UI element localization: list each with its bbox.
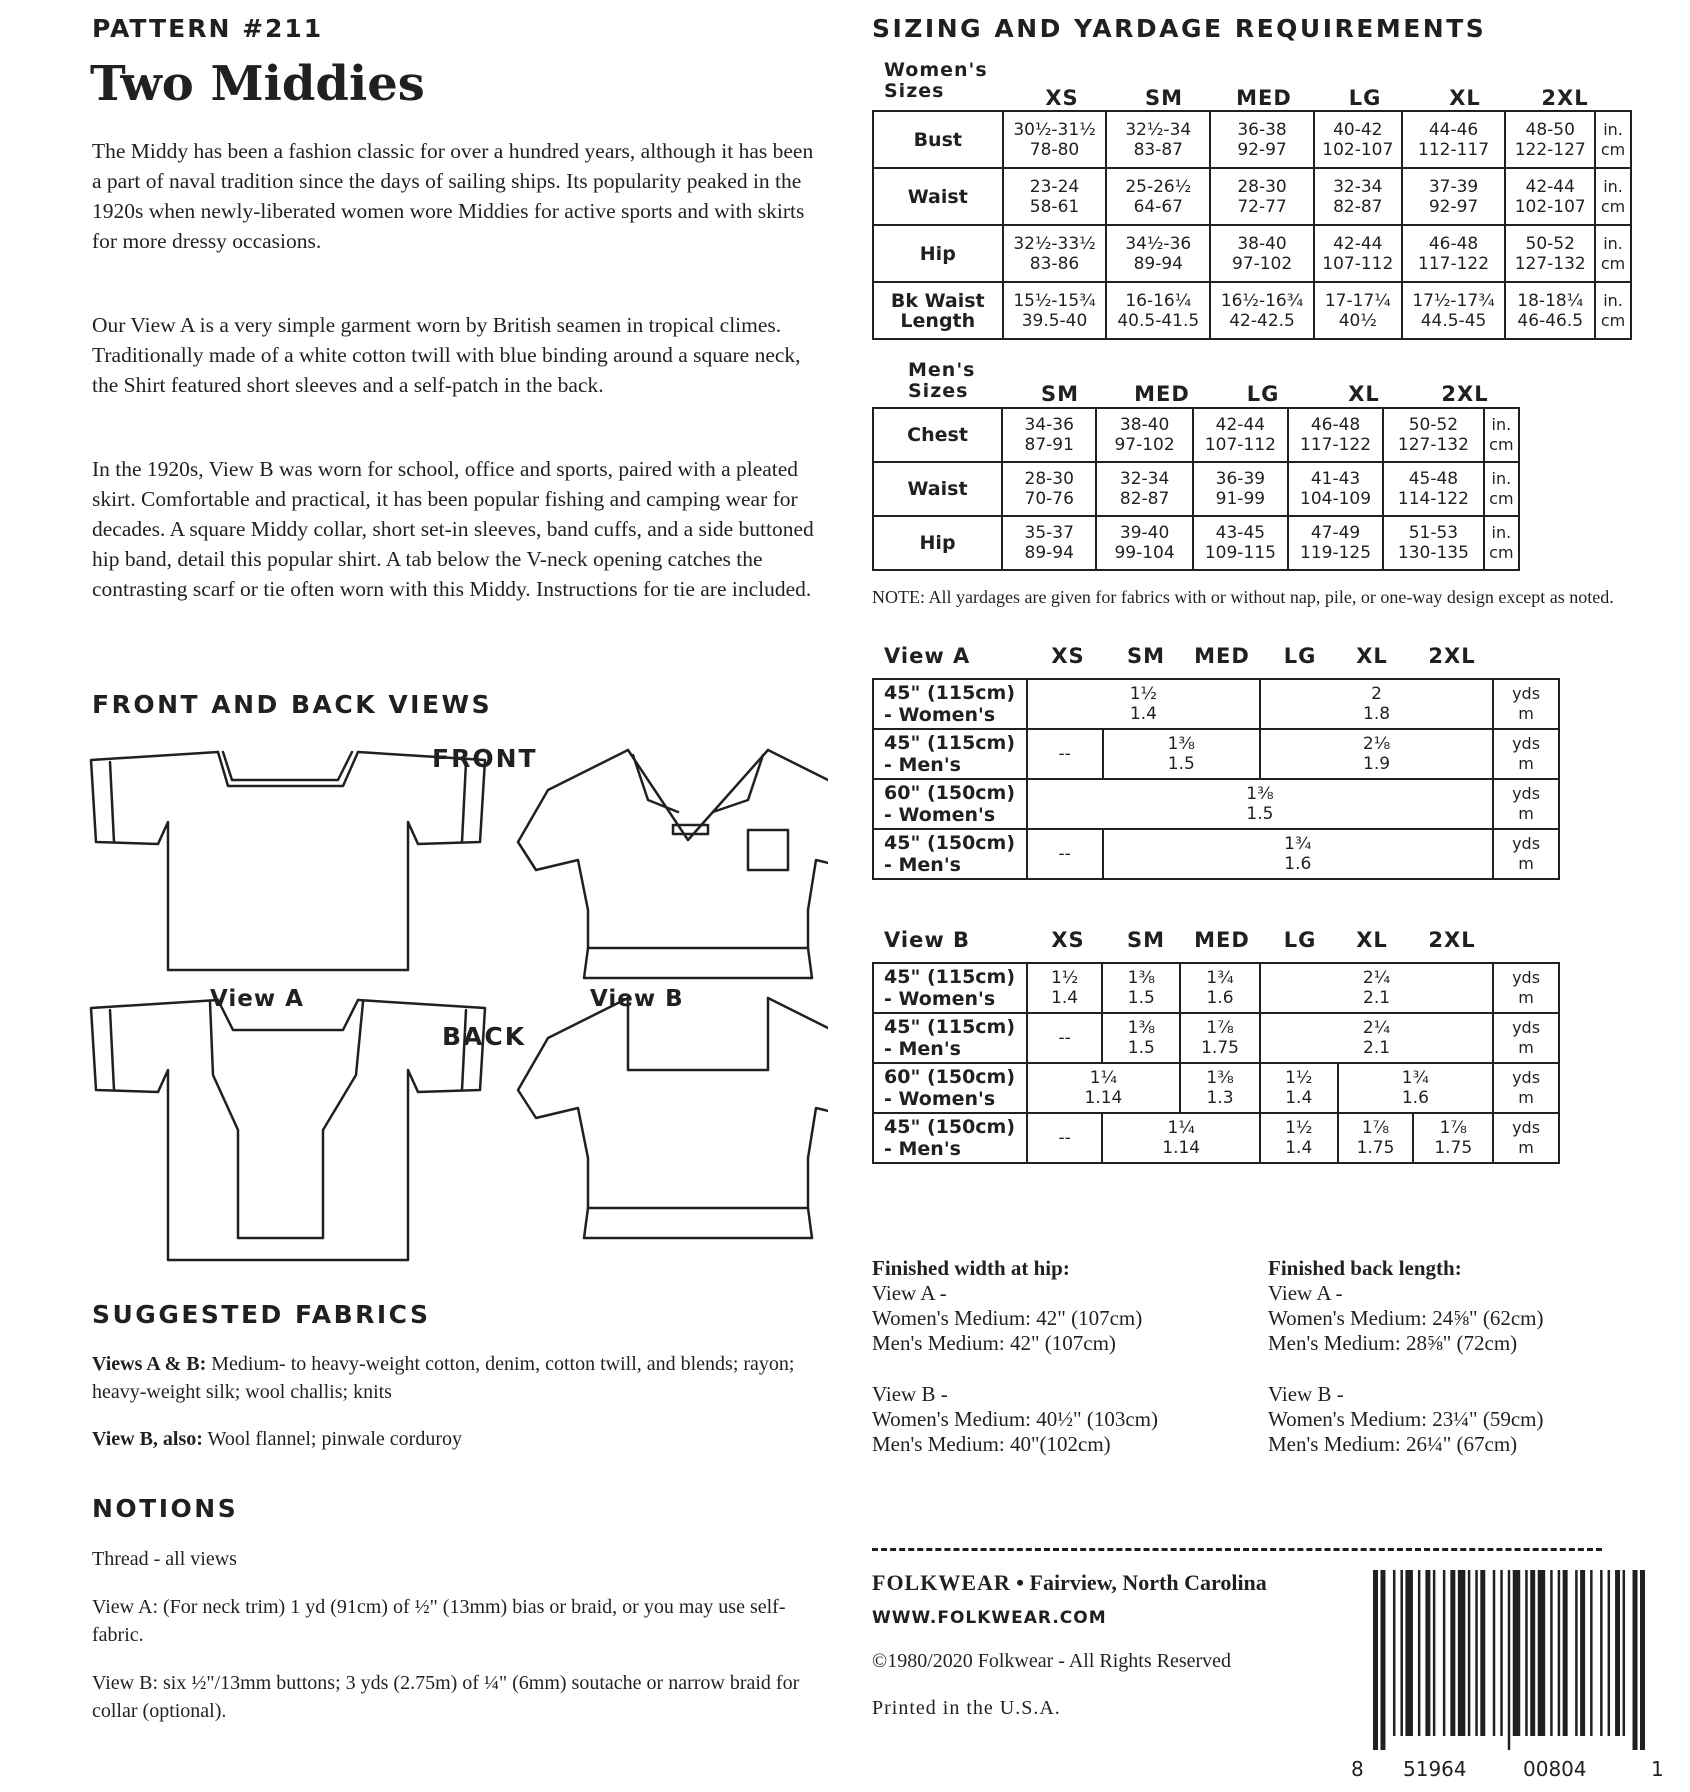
barcode-bar <box>1443 1570 1445 1736</box>
garment-illustrations <box>88 730 828 1290</box>
finished-line: View B - <box>1268 1382 1344 1406</box>
table-cell: 32-34 82-87 <box>1096 462 1192 516</box>
table-cell: 1⅜ 1.5 <box>1102 1013 1180 1063</box>
barcode-bar <box>1508 1570 1510 1750</box>
size-header: SM <box>1040 382 1080 406</box>
barcode-bar <box>1458 1570 1465 1736</box>
barcode-digit: 1 <box>1651 1757 1664 1781</box>
unit-cell: yds m <box>1493 1113 1559 1163</box>
table-row <box>873 1013 1559 1063</box>
cut-line <box>872 1548 1602 1551</box>
table-cell: 1⅞ 1.75 <box>1180 1013 1260 1063</box>
row-header: 45" (115cm) - Men's <box>873 729 1027 779</box>
size-header: 2XL <box>1441 382 1489 406</box>
table-cell: 1⅜ 1.3 <box>1180 1063 1260 1113</box>
size-header: XL <box>1348 382 1380 406</box>
table-row <box>873 963 1559 1013</box>
size-header: XS <box>1051 644 1085 668</box>
table-cell: 40-42 102-107 <box>1314 111 1402 168</box>
row-header: Bk Waist Length <box>873 282 1003 339</box>
mens-size-table <box>872 407 1520 571</box>
table-cell: 45-48 114-122 <box>1383 462 1484 516</box>
table-cell: 1¾ 1.6 <box>1103 829 1494 879</box>
size-header: XS <box>1051 928 1085 952</box>
row-header: 60" (150cm) - Women's <box>873 779 1027 829</box>
barcode-bar <box>1563 1570 1568 1736</box>
table-cell: 23-24 58-61 <box>1003 168 1107 225</box>
finished-line: Men's Medium: 26¼" (67cm) <box>1268 1432 1518 1456</box>
view-b-back-drawing <box>518 998 828 1238</box>
table-cell: -- <box>1027 1013 1103 1063</box>
barcode-bar <box>1558 1570 1560 1736</box>
size-header: SM <box>1126 928 1166 952</box>
view-a-label: View A <box>884 644 971 668</box>
row-header: Chest <box>873 408 1002 462</box>
table-cell: -- <box>1027 729 1103 779</box>
row-header: Bust <box>873 111 1003 168</box>
view-b-label: View B <box>590 986 684 1012</box>
table-cell: 51-53 130-135 <box>1383 516 1484 570</box>
barcode-bar <box>1425 1570 1430 1736</box>
finished-line: Women's Medium: 23¼" (59cm) <box>1268 1407 1544 1431</box>
size-header: 2XL <box>1428 644 1476 668</box>
barcode-bar <box>1400 1570 1402 1736</box>
notions-heading: NOTIONS <box>92 1494 239 1523</box>
intro-paragraph-1: The Middy has been a fashion classic for over a hundred years, although it has been a part of naval tradition since the days of sailing ships. Its popularity peaked in the 1920s when newly-liberated women wore Middies for active sports and with skirts for more dressy occasions. <box>92 139 814 253</box>
barcode-bar <box>1633 1570 1638 1750</box>
unit-cell: in. cm <box>1595 282 1631 339</box>
unit-cell: in. cm <box>1595 225 1631 282</box>
notions-item: View B: six ½"/13mm buttons; 3 yds (2.75m) of ¼" (6mm) soutache or narrow braid for collar (optional). <box>92 1672 800 1722</box>
size-header: 2XL <box>1541 86 1589 110</box>
table-cell: 43-45 109-115 <box>1193 516 1288 570</box>
row-header: 60" (150cm) - Women's <box>873 1063 1027 1113</box>
table-cell: 25-26½ 64-67 <box>1106 168 1210 225</box>
publisher-line <box>872 1570 1267 1596</box>
finished-line: View A - <box>1268 1281 1343 1305</box>
printed-in: Printed in the U.S.A. <box>872 1697 1061 1719</box>
view-a-front-drawing <box>91 752 485 970</box>
barcode-bar <box>1418 1570 1420 1736</box>
table-cell: 41-43 104-109 <box>1288 462 1383 516</box>
finished-back-heading: Finished back length: <box>1268 1256 1462 1280</box>
table-cell: 1⅜ 1.5 <box>1102 963 1180 1013</box>
table-cell: 18-18¼ 46-46.5 <box>1505 282 1595 339</box>
barcode-bar <box>1525 1570 1527 1736</box>
fabrics-line-2-text: Wool flannel; pinwale corduroy <box>202 1428 462 1450</box>
table-cell: 46-48 117-122 <box>1288 408 1383 462</box>
table-cell: 39-40 99-104 <box>1096 516 1192 570</box>
unit-cell: in. cm <box>1484 462 1519 516</box>
barcode-bar <box>1500 1570 1502 1736</box>
table-cell: 32-34 82-87 <box>1314 168 1402 225</box>
intro-paragraph-3: In the 1920s, View B was worn for school, office and sports, paired with a pleated skirt. Comfortable and practical, it has been popular fishing and camping wear for decades. A square Middy collar, short set-in sleeves, band cuffs, and a side buttoned hip band, detail this popular shirt. A tab below the V-neck opening catches the contrasting scarf or tie often worn with this Middy. Instructions for tie are included. <box>92 457 814 601</box>
table-cell: 42-44 102-107 <box>1505 168 1595 225</box>
finished-line: View A - <box>872 1281 947 1305</box>
row-header: Waist <box>873 462 1002 516</box>
table-cell: 1½ 1.4 <box>1260 1063 1338 1113</box>
table-cell: 2¼ 2.1 <box>1260 1013 1493 1063</box>
fabrics-line-1-text: Medium- to heavy-weight cotton, denim, cotton twill, and blends; rayon; heavy-weight silk; wool challis; knits <box>92 1353 795 1403</box>
barcode-bar <box>1468 1570 1470 1736</box>
views-heading: FRONT AND BACK VIEWS <box>92 690 493 719</box>
table-row <box>873 779 1559 829</box>
barcode-bar <box>1380 1570 1385 1750</box>
barcode-bar <box>1530 1570 1535 1736</box>
sizing-heading: SIZING AND YARDAGE REQUIREMENTS <box>872 14 1487 43</box>
fabrics-line-1-label: Views A & B: <box>92 1353 207 1375</box>
size-header: XS <box>1045 86 1079 110</box>
barcode-bar <box>1550 1570 1552 1736</box>
table-row <box>873 408 1519 462</box>
size-header: LG <box>1348 86 1382 110</box>
table-cell: 48-50 122-127 <box>1505 111 1595 168</box>
row-header: 45" (115cm) - Women's <box>873 963 1027 1013</box>
mens-sizes-label: Men's Sizes <box>908 359 976 402</box>
barcode-bar <box>1433 1570 1435 1736</box>
back-label: BACK <box>442 1022 527 1051</box>
row-header: 45" (115cm) - Men's <box>873 1013 1027 1063</box>
table-cell: 1⅜ 1.5 <box>1103 729 1260 779</box>
row-header: Hip <box>873 225 1003 282</box>
size-header: LG <box>1283 644 1317 668</box>
table-cell: 1⅞ 1.75 <box>1338 1113 1414 1163</box>
table-cell: 1½ 1.4 <box>1027 963 1103 1013</box>
table-cell: 30½-31½ 78-80 <box>1003 111 1107 168</box>
unit-cell: yds m <box>1493 963 1559 1013</box>
row-header: 45" (150cm) - Men's <box>873 829 1027 879</box>
table-row <box>873 516 1519 570</box>
finished-line: Men's Medium: 42" (107cm) <box>872 1331 1116 1355</box>
table-cell: 35-37 89-94 <box>1002 516 1096 570</box>
table-cell: 36-38 92-97 <box>1210 111 1314 168</box>
barcode-bar <box>1608 1570 1610 1736</box>
row-header: Waist <box>873 168 1003 225</box>
barcode-bar <box>1640 1570 1645 1750</box>
barcode-bar <box>1615 1570 1620 1736</box>
barcode-bar <box>1493 1570 1495 1736</box>
website-link[interactable]: WWW.FOLKWEAR.COM <box>872 1608 1107 1628</box>
size-header: SM <box>1144 86 1184 110</box>
table-cell: 36-39 91-99 <box>1193 462 1288 516</box>
finished-line: Men's Medium: 40"(102cm) <box>872 1432 1111 1456</box>
table-cell: 16-16¼ 40.5-41.5 <box>1106 282 1210 339</box>
finished-line: Women's Medium: 42" (107cm) <box>872 1306 1143 1330</box>
table-cell: 32½-34 83-87 <box>1106 111 1210 168</box>
table-row <box>873 462 1519 516</box>
table-cell: 32½-33½ 83-86 <box>1003 225 1107 282</box>
table-cell: 15½-15¾ 39.5-40 <box>1003 282 1107 339</box>
table-row <box>873 829 1559 879</box>
table-cell: 42-44 107-112 <box>1193 408 1288 462</box>
barcode <box>1351 1570 1664 1781</box>
table-cell: 1¾ 1.6 <box>1180 963 1260 1013</box>
table-cell: 1¼ 1.14 <box>1102 1113 1259 1163</box>
unit-cell: in. cm <box>1484 516 1519 570</box>
finished-line: Women's Medium: 24⅝" (62cm) <box>1268 1306 1544 1330</box>
barcode-bar <box>1450 1570 1455 1736</box>
size-header: LG <box>1246 382 1280 406</box>
table-cell: 38-40 97-102 <box>1096 408 1192 462</box>
size-header: MED <box>1194 644 1250 668</box>
table-cell: 50-52 127-132 <box>1383 408 1484 462</box>
table-cell: 34-36 87-91 <box>1002 408 1096 462</box>
unit-cell: yds m <box>1493 1013 1559 1063</box>
table-cell: 17-17¼ 40½ <box>1314 282 1402 339</box>
table-cell: 2⅛ 1.9 <box>1260 729 1493 779</box>
pattern-number: PATTERN #211 <box>92 14 324 43</box>
table-cell: 2¼ 2.1 <box>1260 963 1493 1013</box>
barcode-bars <box>1373 1570 1645 1750</box>
table-cell: 42-44 107-112 <box>1314 225 1402 282</box>
barcode-digit: 8 <box>1351 1757 1364 1781</box>
table-row <box>873 225 1631 282</box>
table-cell: 46-48 117-122 <box>1402 225 1506 282</box>
copyright: ©1980/2020 Folkwear - All Rights Reserved <box>872 1650 1232 1672</box>
barcode-digit: 51964 <box>1403 1757 1467 1781</box>
table-cell: 16½-16¾ 42-42.5 <box>1210 282 1314 339</box>
table-row <box>873 679 1559 729</box>
size-header: XL <box>1449 86 1481 110</box>
table-cell: 28-30 72-77 <box>1210 168 1314 225</box>
unit-cell: yds m <box>1493 679 1559 729</box>
unit-cell: yds m <box>1493 729 1559 779</box>
barcode-bar <box>1393 1570 1395 1736</box>
publisher-brand: FOLKWEAR <box>872 1570 1011 1595</box>
table-row <box>873 282 1631 339</box>
womens-sizes-label: Women's Sizes <box>884 59 988 102</box>
barcode-bar <box>1600 1570 1602 1736</box>
barcode-bar <box>1590 1570 1592 1736</box>
table-cell: 1½ 1.4 <box>1027 679 1260 729</box>
barcode-bar <box>1575 1570 1577 1736</box>
fabrics-line-2 <box>92 1425 822 1453</box>
fabrics-line-2-label: View B, also: <box>92 1428 203 1450</box>
row-header: 45" (150cm) - Men's <box>873 1113 1027 1163</box>
intro-paragraph-2: Our View A is a very simple garment worn by British seamen in tropical climes. Traditionally made of a white cotton twill with blue binding around a square neck, the Shirt featured short sleeves and a self-patch in the back. <box>92 313 801 397</box>
table-row <box>873 168 1631 225</box>
view-a-yardage-table <box>872 678 1560 880</box>
unit-cell: yds m <box>1493 829 1559 879</box>
table-cell: -- <box>1027 829 1103 879</box>
notions-item: View A: (For neck trim) 1 yd (91cm) of ½" (13mm) bias or braid, or you may use self-fabric. <box>92 1596 786 1646</box>
table-cell: 47-49 119-125 <box>1288 516 1383 570</box>
fabrics-heading: SUGGESTED FABRICS <box>92 1300 431 1329</box>
size-header: MED <box>1194 928 1250 952</box>
barcode-bar <box>1475 1570 1477 1736</box>
table-cell: -- <box>1027 1113 1103 1163</box>
row-header: 45" (115cm) - Women's <box>873 679 1027 729</box>
barcode-digit: 00804 <box>1523 1757 1587 1781</box>
size-header: 2XL <box>1428 928 1476 952</box>
size-header: XL <box>1356 928 1388 952</box>
fabrics-line-1 <box>92 1350 822 1406</box>
table-cell: 28-30 70-76 <box>1002 462 1096 516</box>
view-a-label: View A <box>210 986 304 1012</box>
notions-item: Thread - all views <box>92 1548 237 1570</box>
page-title: Two Middies <box>90 56 425 112</box>
barcode-bar <box>1538 1570 1545 1736</box>
size-header: MED <box>1236 86 1292 110</box>
barcode-bar <box>1480 1570 1485 1736</box>
size-header: LG <box>1283 928 1317 952</box>
table-cell: 1¼ 1.14 <box>1027 1063 1180 1113</box>
table-cell: 34½-36 89-94 <box>1106 225 1210 282</box>
barcode-bar <box>1513 1570 1520 1736</box>
barcode-bar <box>1373 1570 1378 1750</box>
table-cell: 2 1.8 <box>1260 679 1493 729</box>
unit-cell: in. cm <box>1595 168 1631 225</box>
finished-hip-heading: Finished width at hip: <box>872 1256 1070 1280</box>
table-row <box>873 1113 1559 1163</box>
table-cell: 17½-17¾ 44.5-45 <box>1402 282 1506 339</box>
view-b-yardage-table <box>872 962 1560 1164</box>
finished-hip-block <box>872 1256 1252 1457</box>
unit-cell: yds m <box>1493 779 1559 829</box>
unit-cell: in. cm <box>1484 408 1519 462</box>
womens-size-table <box>872 110 1632 340</box>
size-header: XL <box>1356 644 1388 668</box>
table-cell: 50-52 127-132 <box>1505 225 1595 282</box>
size-header: MED <box>1134 382 1190 406</box>
view-b-front-drawing <box>518 750 828 978</box>
table-cell: 1⅞ 1.75 <box>1413 1113 1493 1163</box>
table-cell: 38-40 97-102 <box>1210 225 1314 282</box>
table-row <box>873 729 1559 779</box>
finished-line: View B - <box>872 1382 948 1406</box>
front-label: FRONT <box>432 744 538 773</box>
table-cell: 44-46 112-117 <box>1402 111 1506 168</box>
size-header: SM <box>1126 644 1166 668</box>
table-row <box>873 1063 1559 1113</box>
table-row <box>873 111 1631 168</box>
finished-line: Men's Medium: 28⅝" (72cm) <box>1268 1331 1518 1355</box>
barcode-number <box>1351 1755 1664 1783</box>
row-header: Hip <box>873 516 1002 570</box>
barcode-bar <box>1623 1570 1625 1736</box>
barcode-bar <box>1405 1570 1412 1736</box>
finished-back-block <box>1268 1256 1658 1457</box>
table-cell: 1¾ 1.6 <box>1338 1063 1494 1113</box>
unit-cell: yds m <box>1493 1063 1559 1113</box>
table-cell: 1½ 1.4 <box>1260 1113 1338 1163</box>
table-cell: 37-39 92-97 <box>1402 168 1506 225</box>
view-b-label: View B <box>884 928 971 952</box>
view-a-back-drawing <box>91 1000 485 1260</box>
unit-cell: in. cm <box>1595 111 1631 168</box>
barcode-bar <box>1580 1570 1585 1736</box>
yardage-note: NOTE: All yardages are given for fabrics with or without nap, pile, or one-way design except as noted. <box>872 587 1614 607</box>
publisher-location: • Fairview, North Carolina <box>1016 1570 1267 1595</box>
finished-line: Women's Medium: 40½" (103cm) <box>872 1407 1158 1431</box>
table-cell: 1⅜ 1.5 <box>1027 779 1493 829</box>
